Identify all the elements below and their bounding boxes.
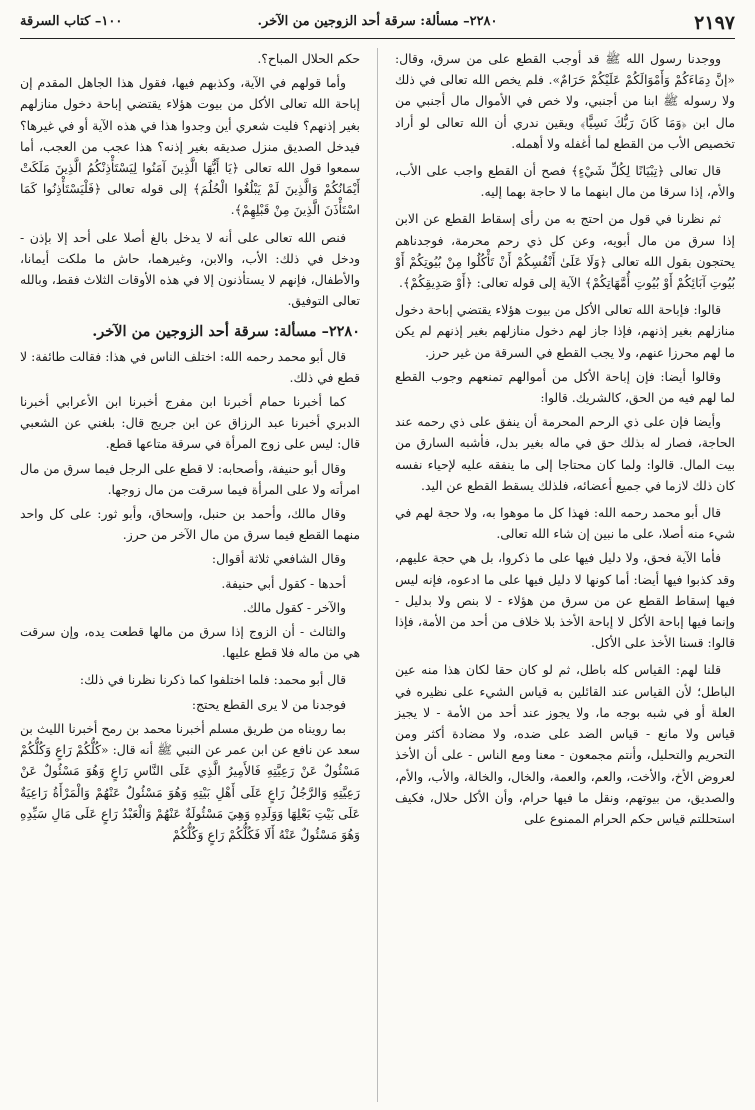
paragraph: قال أبو محمد رحمه الله: فهذا كل ما موهوا به، ولا حجة لهم في شيء منه أصلا، على ما نبين إن شاء الله تعالى. — [395, 505, 735, 542]
right-column — [395, 48, 735, 832]
paragraph: وقال أبو حنيفة، وأصحابه: لا قطع على الرجل فيما سرق من مال امرأته ولا على المرأة فيما سرقت من مال زوجها. — [20, 460, 360, 497]
paragraph: قالوا: فإباحة الله تعالى الأكل من بيوت هؤلاء يقتضي إباحة دخول منازلهم بغير إذنهم، فإذا جاز لهم دخول منازلهم بغير إذنهم لم يكن ما لهم محرزا عنهم، ولا يجب القطع في السرقة من غير حرز. — [395, 302, 735, 360]
paragraph: قال أبو محمد: فلما اختلفوا كما ذكرنا نظرنا في ذلك: — [79, 672, 346, 688]
paragraph: كما أخبرنا حمام أخبرنا ابن مفرج أخبرنا ابن الأعرابي أخبرنا الدبري أخبرنا عبد الرزاق عن ابن جريج قال: بلغني عن الشعبي قال: ليس على زوج المرأة في سرقة متاعها قطع. — [20, 394, 360, 452]
paragraph: وقال مالك، وأحمد بن حنبل، وإسحاق، وأبو ثور: على كل واحد منهما القطع فيما سرق من مال الآخر من حرز. — [20, 506, 360, 543]
paragraph: حكم الحلال المباح؟. — [257, 51, 360, 66]
column-divider — [377, 48, 378, 1102]
running-title: ٢٢٨٠– مسألة: سرقة أحد الزوجين من الآخر. — [257, 14, 498, 29]
paragraph: فأما الآية فحق، ولا دليل فيها على ما ذكروا، بل هي حجة عليهم، وقد كذبوا فيها أيضا: أما كونها لا دليل فيها على ما ادعوه، فإنه ليس فيها إسقاط القطع عن من سرق من هؤلاء - لا بنص ولا بدليل - وإنما فيها إباحة الأكل لا إباحة الأخذ بلا خلاف من أحد من الأمة، فإذا قالوا: قسنا الأخذ على الأكل. — [395, 550, 735, 651]
paragraph: والآخر - كقول مالك. — [242, 599, 346, 615]
header-rule — [20, 38, 735, 39]
paragraph: فوجدنا من لا يرى القطع يحتج: — [191, 696, 346, 712]
page-header — [20, 8, 735, 38]
paragraph: قال تعالى ﴿تِبْيَانًا لِكُلِّ شَيْءٍ﴾ فصح أن القطع واجب على الأب، والأم، إذا سرقا من مال ابنهما ما لا حاجة بهما إليه. — [395, 163, 735, 200]
paragraph: قلنا لهم: القياس كله باطل، ثم لو كان حقا لكان هذا منه عين الباطل؛ لأن القياس عند القائلين به قياس الشيء على نظيره في العلة أو في شبه بوجه ما، ولا يجوز عند أحد من الأمة - لا يجيز قياس ولا مانع - قياس الضد على ضده، ولا مضادة أكثر ومن التحريم والتحليل، وأنتم مجمعون - معنا ومع الناس - على أن الأخذ لعروض الأخ، والأخت، والعم، والعمة، والخال، والخالة، والأب، والأم، والصديق، من بيوتهم، ونقل ما فيها حرام، وأن الأكل حلال، فكيف استحللتم قياس حكم الحرام الممنوع على — [395, 662, 735, 826]
paragraph: أحدها - كقول أبي حنيفة. — [221, 575, 346, 591]
paragraph: ثم نظرنا في قول من احتج به من رأى إسقاط القطع عن الابن إذا سرق من مال أبويه، وعن كل ذي رحم محرمة، فوجدناهم يحتجون بقول الله تعالى ﴿وَلَا عَلَىٰ أَنْفُسِكُمْ أَنْ تَأْكُلُوا مِنْ بُيُوتِكُمْ أَوْ بُيُوتِ آبَائِكُمْ أَوْ بُيُوتِ أُمَّهَاتِكُمْ﴾ الآية إلى قوله تعالى: ﴿أَوْ صَدِيقِكُمْ﴾. — [395, 211, 735, 291]
section-heading: ٢٢٨٠– مسألة: سرقة أحد الزوجين من الآخر. — [92, 323, 360, 341]
paragraph: وقال الشافعي ثلاثة أقوال: — [211, 551, 346, 567]
paragraph: فنص الله تعالى على أنه لا يدخل بالغ أصلا على أحد إلا بإذن - ودخل في ذلك: الأب، والابن، وغيرهما، حاش ما ملكت أيمانا، والأطفال، فإنهم لا يستأذنون إلا في هذه الأوقات الثلاث فقط، وبالله تعالى التوفيق. — [20, 229, 360, 309]
paragraph: بما رويناه من طريق مسلم أخبرنا محمد بن رمح أخبرنا الليث بن سعد عن نافع عن ابن عمر عن النبي ﷺ أنه قال: «كُلُّكُمْ رَاعٍ وَكُلُّكُمْ مَسْئُولٌ عَنْ رَعِيَّتِهِ فَالأَمِيرُ الَّذِي عَلَى النَّاسِ رَاعٍ وَهُوَ مَسْئُولٌ عَنْ رَعِيَّتِهِ وَالرَّجُلُ رَاعٍ عَلَى أَهْلِ بَيْتِهِ وَهُوَ مَسْئُولٌ عَنْهُمْ وَالْمَرْأَةُ رَاعِيَةٌ عَلَى بَيْتِ بَعْلِهَا وَوَلَدِهِ وَهِيَ مَسْئُولَةٌ عَنْهُمْ وَالْعَبْدُ رَاعٍ عَلَى مَالِ سَيِّدِهِ وَهُوَ مَسْئُولٌ عَنْهُ أَلَا فَكُلُّكُمْ رَاعٍ وَكُلُّكُمْ — [20, 720, 360, 842]
page-number: ٢١٩٧ — [694, 12, 735, 34]
paragraph: وأما قولهم في الآية، وكذبهم فيها، فقول هذا الجاهل المقدم إن إباحة الله تعالى الأكل من بيوت هؤلاء يقتضي إباحة دخول منازلهم بغير إذنهم؟ فليت شعري أين وجدوا هذا في هذه الآية أو في غيرها؟ فيدخل الصديق منزل صديقه بغير إذنه؟ هذا عجب من العجب، أما سمعوا قول الله تعالى ﴿يَا أَيُّهَا الَّذِينَ آمَنُوا لِيَسْتَأْذِنْكُمُ الَّذِينَ مَلَكَتْ أَيْمَانُكُمْ وَالَّذِينَ لَمْ يَبْلُغُوا الْحُلُمَ﴾ إلى قوله تعالى ﴿فَلْيَسْتَأْذِنُوا كَمَا اسْتَأْذَنَ الَّذِينَ مِنْ قَبْلِهِمْ﴾. — [20, 75, 360, 218]
book-title: ١٠٠– كتاب السرقة — [20, 14, 123, 29]
paragraph: وأيضا فإن على ذي الرحم المحرمة أن ينفق على ذي رحمه عند الحاجة، فصار له بذلك حق في ماله بغير بدل، فأشبه السارق من بيت المال. قالوا: ولما كان محتاجا إلى ما ينفقه عليه لإحياء نفسه كان ذلك لازما في جميع أعضائه، فلذلك يسقط القطع عن اليد. — [395, 414, 735, 493]
paragraph: وقالوا أيضا: فإن إباحة الأكل من أموالهم تمنعهم وجوب القطع لما لهم فيه من الحق، كالشريك. قالوا: — [395, 368, 735, 406]
page — [20, 8, 735, 1102]
paragraph: والثالث - أن الزوج إذا سرق من مالها قطعت يده، وإن سرقت هي من ماله فلا قطع عليها. — [20, 624, 360, 661]
paragraph: قال أبو محمد رحمه الله: اختلف الناس في هذا: فقالت طائفة: لا قطع في ذلك. — [20, 348, 360, 385]
paragraph: ووجدنا رسول الله ﷺ قد أوجب القطع على من سرق، وقال: «إنَّ دِمَاءَكُمْ وَأَمْوَالَكُمْ عَلَيْكُمْ حَرَامٌ». فلم يخص الله تعالى في ذلك ولا رسوله ﷺ ابنا من أجنبي، ولا خص في الأموال مال أجنبي من مال ابن ﴿وَمَا كَانَ رَبُّكَ نَسِيًّا﴾ ويقين ندري أن الله تعالى لو أراد تخصيص الأب من القطع لما أغفله ولا أهمله. — [395, 51, 735, 151]
left-column — [20, 48, 360, 848]
